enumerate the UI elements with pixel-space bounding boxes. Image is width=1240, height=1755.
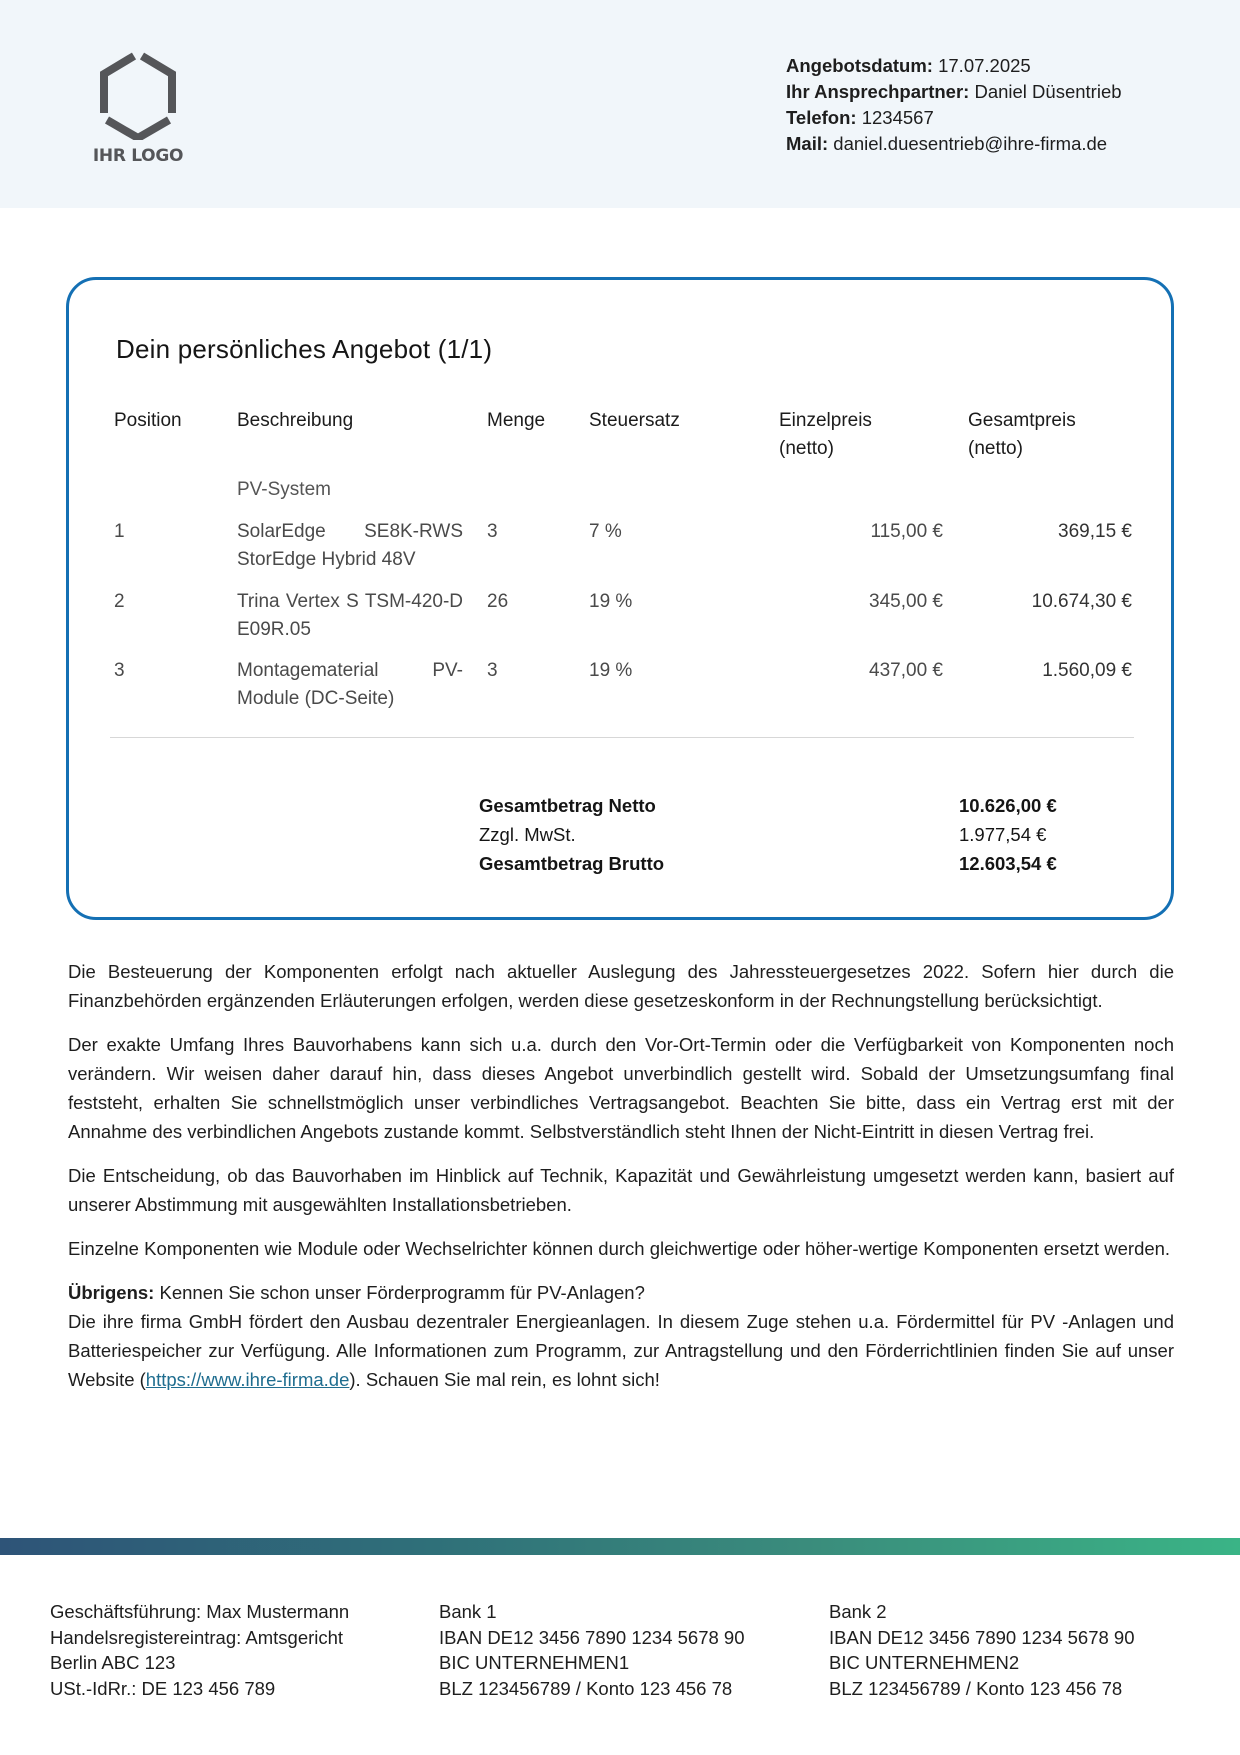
cell-quantity: 3	[487, 521, 498, 542]
cell-tax-rate: 19 %	[589, 660, 633, 681]
vat-label: Zzgl. MwSt.	[479, 824, 576, 845]
column-header-position: Position	[114, 410, 182, 431]
email-link[interactable]: daniel.duesentrieb@ihre-firma.de	[833, 133, 1108, 154]
column-header-description: Beschreibung	[237, 410, 354, 431]
cell-total-price: 10.674,30 €	[1031, 591, 1132, 612]
cell-position: 1	[114, 521, 125, 542]
cell-unit-price: 437,00 €	[869, 660, 943, 681]
contact-info	[786, 53, 1122, 157]
table-divider	[110, 737, 1134, 738]
page-header	[0, 0, 1240, 208]
cell-description: SolarEdge SE8K-RWS StorEdge Hybrid 48V	[237, 521, 463, 570]
logo-text: IHR LOGO	[92, 146, 184, 166]
contact-person: Ihr Ansprechpartner: Daniel Düsentrieb	[786, 81, 1122, 102]
footer-bank-1: Bank 1 IBAN DE12 3456 7890 1234 5678 90 BIC UNTERNEHMEN1 BLZ 123456789 / Konto 123 456 78	[439, 1601, 745, 1699]
offer-date: Angebotsdatum: 17.07.2025	[786, 55, 1031, 76]
cell-description: Trina Vertex S TSM-420-DE09R.05	[237, 591, 463, 640]
net-total-label: Gesamtbetrag Netto	[479, 795, 656, 816]
footer-gradient-bar	[0, 1538, 1240, 1555]
contact-mail: Mail: daniel.duesentrieb@ihre-firma.de	[786, 133, 1108, 154]
cell-description: Montagematerial PV-Module (DC-Seite)	[237, 660, 463, 709]
column-header-total-price: Gesamtpreis (netto)	[968, 410, 1076, 459]
gross-total-label: Gesamtbetrag Brutto	[479, 853, 665, 874]
group-label: PV-System	[237, 479, 331, 500]
cell-position: 2	[114, 591, 125, 612]
funding-paragraph: Übrigens: Kennen Sie schon unser Förderprogramm für PV-Anlagen? Die ihre firma GmbH fördert den Ausbau dezentraler Energieanlagen. In diesem Zuge stehen u.a. Fördermittel für PV -Anlagen und Batteriespeicher zur Verfügung. Alle Informationen zum Programm, zur Antragstellung und den Förderrichtlinien finden Sie auf unser Website (https://www.ihre-firma.de). Schauen Sie mal rein, es lohnt sich!	[68, 1282, 1174, 1390]
cell-tax-rate: 7 %	[589, 521, 622, 542]
tax-paragraph: Die Besteuerung der Komponenten erfolgt nach aktueller Auslegung des Jahressteuergesetzes 2022. Sofern hier durch die Finanzbehörden ergänzenden Erläuterungen erfolgen, werden diese gesetzeskonform in der Rechnungstellung berücksichtigt.	[68, 961, 1174, 1011]
column-header-quantity: Menge	[487, 410, 546, 431]
cell-tax-rate: 19 %	[589, 591, 633, 612]
cell-unit-price: 115,00 €	[870, 521, 943, 542]
company-logo	[86, 50, 190, 170]
decision-paragraph: Die Entscheidung, ob das Bauvorhaben im Hinblick auf Technik, Kapazität und Gewährleistung umgesetzt werden kann, basiert auf unserer Abstimmung mit ausgewählten Installationsbetrieben.	[68, 1165, 1174, 1215]
vat-value: 1.977,54 €	[959, 824, 1047, 845]
scope-paragraph: Der exakte Umfang Ihres Bauvorhabens kann sich u.a. durch den Vor-Ort-Termin oder die Verfügbarkeit von Komponenten noch verändern. Wir weisen daher darauf hin, dass dieses Angebot unverbindlich gestellt wird. Sobald der Umsetzungsumfang final feststeht, erhalten Sie schnellstmöglich unser verbindliches Vertragsangebot. Beachten Sie bitte, dass ein Vertrag erst mit der Annahme des verbindlichen Angebots zustande kommt. Selbstverständlich steht Ihnen der Nicht-Eintritt in diesen Vertrag frei.	[68, 1034, 1174, 1142]
contact-phone: Telefon: 1234567	[786, 107, 934, 128]
cell-position: 3	[114, 660, 125, 681]
website-link[interactable]: https://www.ihre-firma.de	[145, 1369, 350, 1390]
cell-total-price: 1.560,09 €	[1042, 660, 1132, 681]
offer-card	[66, 277, 1174, 920]
cell-quantity: 3	[487, 660, 498, 681]
cell-quantity: 26	[487, 591, 509, 612]
cell-unit-price: 345,00 €	[869, 591, 943, 612]
footer-bank-2: Bank 2 IBAN DE12 3456 7890 1234 5678 90 BIC UNTERNEHMEN2 BLZ 123456789 / Konto 123 456 78	[829, 1601, 1135, 1699]
column-header-tax-rate: Steuersatz	[589, 410, 680, 431]
footer-company-info: Geschäftsführung: Max Mustermann Handelsregistereintrag: Amtsgericht Berlin ABC 123 USt.-IdRr.: DE 123 456 789	[50, 1601, 350, 1699]
offer-title: Dein persönliches Angebot (1/1)	[116, 334, 493, 364]
terms-text	[68, 957, 1174, 1409]
components-paragraph: Einzelne Komponenten wie Module oder Wechselrichter können durch gleichwertige oder höher-wertige Komponenten ersetzt werden.	[68, 1238, 1171, 1259]
funding-label: Übrigens:	[68, 1282, 155, 1303]
net-total-value: 10.626,00 €	[959, 795, 1057, 816]
column-header-unit-price: Einzelpreis (netto)	[779, 410, 872, 459]
hexagon-icon	[99, 50, 177, 140]
cell-total-price: 369,15 €	[1058, 521, 1132, 542]
gross-total-value: 12.603,54 €	[959, 853, 1057, 874]
